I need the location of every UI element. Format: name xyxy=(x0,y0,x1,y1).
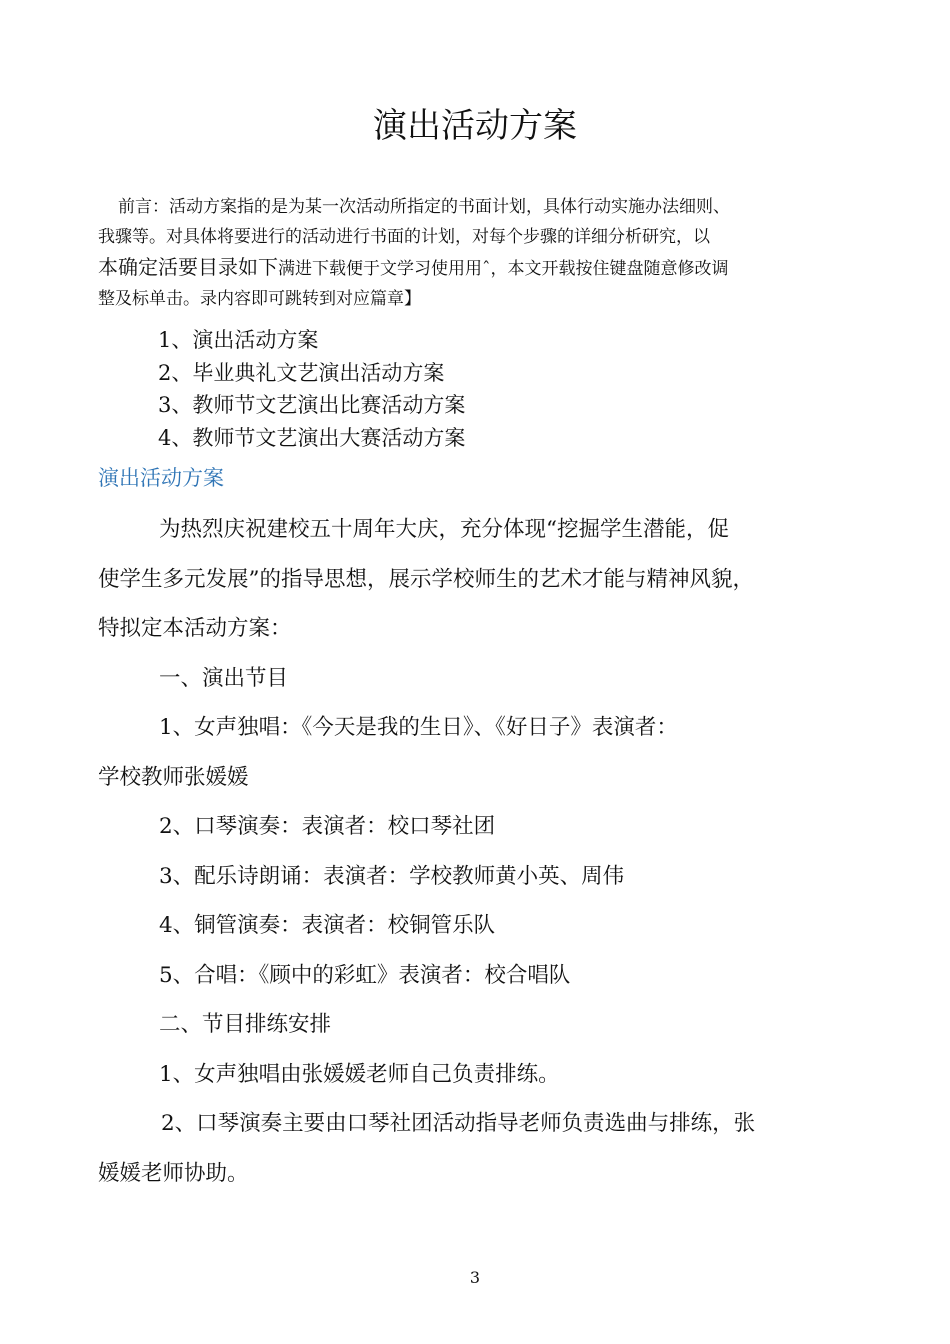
body-line: 1、女声独唱：《今天是我的生日》、《好日子》表演者： xyxy=(159,715,678,740)
toc-item-2[interactable]: 2、毕业典礼文艺演出活动方案 xyxy=(158,360,445,385)
preface-line-2: 我骤等。对具体将要进行的活动进行书面的计划，对每个步骤的详细分析研究，以 xyxy=(98,227,710,247)
preface-line-3-part-c: 满进下载便于文学习使用用ˆ，本文开载按住键盘随意修改调 xyxy=(278,259,729,279)
body-line: 4、铜管演奏：表演者：校铜管乐队 xyxy=(159,913,496,938)
table-of-contents xyxy=(158,324,465,454)
toc-item-3[interactable]: 3、教师节文艺演出比赛活动方案 xyxy=(158,393,466,417)
section-heading: 演出活动方案 xyxy=(98,466,224,490)
body-line: 5、合唱：《顾中的彩虹》表演者：校合唱队 xyxy=(159,962,571,988)
preface-line-4: 整及标单击。录内容即可跳转到对应篇章】 xyxy=(98,289,421,309)
body-line: 特拟定本活动方案： xyxy=(98,616,292,641)
page-number: 3 xyxy=(469,1268,481,1287)
body-line: 使学生多元发展”的指导思想，展示学校师生的艺术才能与精神风貌， xyxy=(98,566,754,592)
body-heading-rehearsal: 二、节目排练安排 xyxy=(159,1012,332,1037)
body-line: 2、口琴演奏：表演者：校口琴社团 xyxy=(159,814,496,839)
preface-line-3 xyxy=(98,252,858,284)
body-line: 1、女声独唱由张媛媛老师自己负责排练。 xyxy=(159,1061,560,1087)
body-text xyxy=(98,505,868,1198)
body-line: 为热烈庆祝建校五十周年大庆，充分体现“挖掘学生潜能，促 xyxy=(159,517,729,542)
body-heading-programs: 一、演出节目 xyxy=(159,665,289,691)
toc-item-1[interactable]: 1、演出活动方案 xyxy=(158,328,319,352)
preface-line-3-part-a: 本确定活 xyxy=(98,255,178,279)
body-line: 2、口琴演奏主要由口琴社团活动指导老师负责选曲与排练，张 xyxy=(161,1111,756,1136)
preface-line-1: 前言：活动方案指的是为某一次活动所指定的书面计划，具体行动实施办法细则、 xyxy=(118,197,730,217)
preface-paragraph xyxy=(98,192,858,314)
document-title: 演出活动方案 xyxy=(373,106,577,146)
body-line: 3、配乐诗朗诵：表演者：学校教师黄小英、周伟 xyxy=(159,863,625,889)
body-line: 媛媛老师协助。 xyxy=(98,1160,249,1186)
body-line: 学校教师张媛媛 xyxy=(98,764,249,790)
toc-item-4[interactable]: 4、教师节文艺演出大赛活动方案 xyxy=(158,425,466,450)
preface-toc-hint: 要目录如下 xyxy=(178,255,278,279)
